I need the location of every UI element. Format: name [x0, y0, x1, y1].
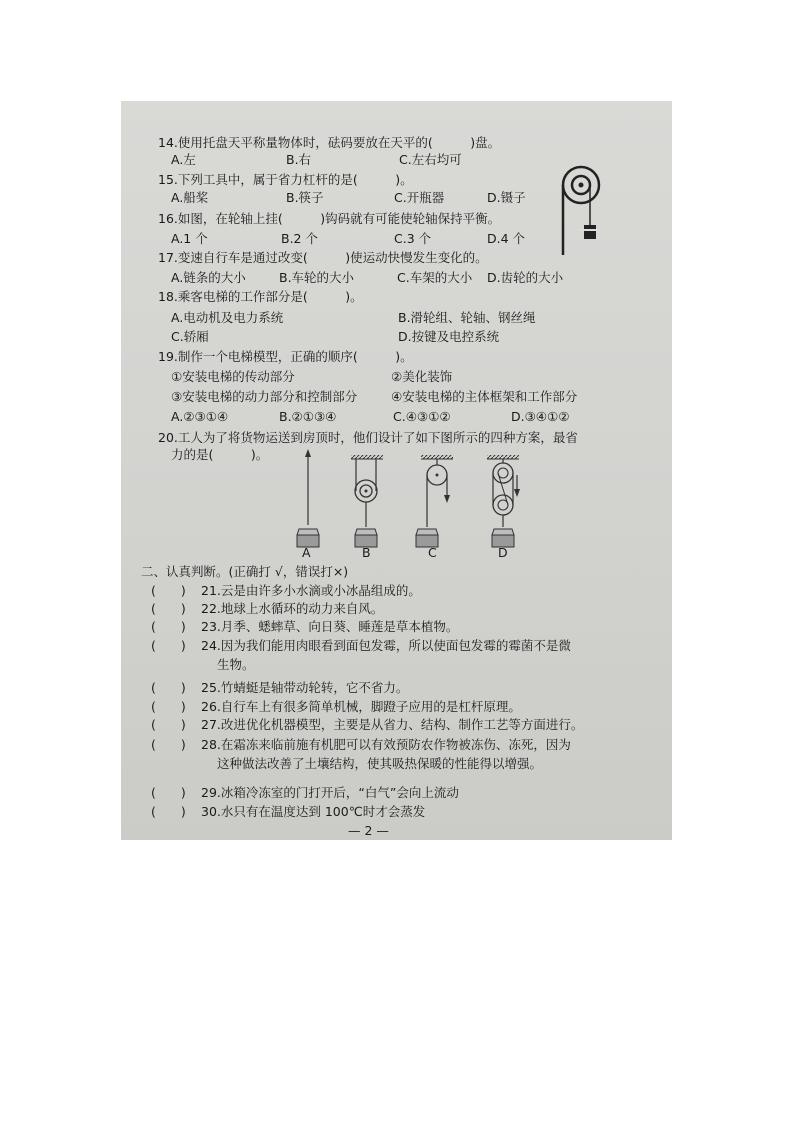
q16-option-b: B.2 个: [281, 231, 318, 246]
q18-option-c: C.轿厢: [171, 329, 209, 344]
q24-statement-line1: 24.因为我们能用肉眼看到面包发霉，所以使面包发霉的霉菌不是微: [201, 638, 571, 653]
q24-answer-paren: ( ): [151, 638, 186, 653]
q16-option-d: D.4 个: [487, 231, 526, 246]
q24-statement-line2: 生物。: [217, 657, 255, 672]
q19-option-a: A.②③①④: [171, 409, 229, 424]
q21-statement: 21.云是由许多小水滴或小冰晶组成的。: [201, 583, 421, 598]
q25-statement: 25.竹蜻蜓是轴带动轮转，它不省力。: [201, 680, 409, 695]
q18-option-a: A.电动机及电力系统: [171, 310, 284, 325]
section-2-title: 二、认真判断。(正确打 √，错误打×): [141, 564, 349, 579]
q17-option-c: C.车架的大小: [397, 270, 473, 285]
q15-option-b: B.筷子: [286, 190, 324, 205]
q26-answer-paren: ( ): [151, 699, 186, 714]
q15-option-a: A.船桨: [171, 190, 209, 205]
q18-option-d: D.按键及电控系统: [398, 329, 500, 344]
q16-option-a: A.1 个: [171, 231, 208, 246]
q29-statement: 29.冰箱冷冻室的门打开后，“白气”会向上流动: [201, 785, 459, 800]
q15-option-c: C.开瓶器: [394, 190, 445, 205]
q22-statement: 22.地球上水循环的动力来自风。: [201, 601, 384, 616]
q18-option-b: B.滑轮组、轮轴、钢丝绳: [398, 310, 536, 325]
pulley-option-c-diagram: [416, 455, 453, 547]
pulley-label-d: D: [498, 545, 508, 560]
wheel-axle-figure: [553, 163, 609, 263]
q20-stem-line1: 20.工人为了将货物运送到房顶时，他们设计了如下图所示的四种方案，最省: [158, 430, 578, 445]
q19-step-4: ④安装电梯的主体框架和工作部分: [391, 389, 578, 404]
q21-answer-paren: ( ): [151, 583, 186, 598]
q17-stem: 17.变速自行车是通过改变( )使运动快慢发生变化的。: [158, 250, 488, 265]
q20-stem-line2: 力的是( )。: [171, 447, 269, 462]
q30-answer-paren: ( ): [151, 804, 186, 819]
pulley-option-a-diagram: [297, 449, 319, 547]
q19-stem: 19.制作一个电梯模型，正确的顺序( )。: [158, 349, 413, 364]
pulley-options-figure: [293, 445, 543, 561]
pulley-label-c: C: [428, 545, 437, 560]
q15-stem: 15.下列工具中，属于省力杠杆的是( )。: [158, 172, 413, 187]
q19-step-2: ②美化装饰: [391, 369, 453, 384]
q23-answer-paren: ( ): [151, 619, 186, 634]
q17-option-b: B.车轮的大小: [279, 270, 355, 285]
q19-option-d: D.③④①②: [511, 409, 570, 424]
q14-option-a: A.左: [171, 152, 196, 167]
q29-answer-paren: ( ): [151, 785, 186, 800]
q27-answer-paren: ( ): [151, 717, 186, 732]
q28-statement-line2: 这种做法改善了土壤结构，使其吸热保暖的性能得以增强。: [217, 756, 543, 771]
q18-stem: 18.乘客电梯的工作部分是( )。: [158, 289, 363, 304]
q28-statement-line1: 28.在霜冻来临前施有机肥可以有效预防农作物被冻伤、冻死，因为: [201, 737, 571, 752]
q14-option-c: C.左右均可: [399, 152, 462, 167]
q15-option-d: D.镊子: [487, 190, 526, 205]
q19-option-c: C.④③①②: [393, 409, 451, 424]
q26-statement: 26.自行车上有很多简单机械，脚蹬子应用的是杠杆原理。: [201, 699, 521, 714]
q16-option-c: C.3 个: [394, 231, 432, 246]
q17-option-a: A.链条的大小: [171, 270, 246, 285]
q27-statement: 27.改进优化机器模型，主要是从省力、结构、制作工艺等方面进行。: [201, 717, 584, 732]
q14-option-b: B.右: [286, 152, 312, 167]
exam-sheet: [121, 101, 672, 840]
q25-answer-paren: ( ): [151, 680, 186, 695]
q30-statement: 30.水只有在温度达到 100℃时才会蒸发: [201, 804, 426, 819]
q28-answer-paren: ( ): [151, 737, 186, 752]
pulley-label-b: B: [362, 545, 371, 560]
q19-option-b: B.②①③④: [279, 409, 337, 424]
pulley-option-d-diagram: [487, 455, 520, 547]
pulley-label-a: A: [302, 545, 311, 560]
q14-stem: 14.使用托盘天平称量物体时，砝码要放在天平的( )盘。: [158, 135, 501, 150]
q17-option-d: D.齿轮的大小: [487, 270, 564, 285]
q19-step-1: ①安装电梯的传动部分: [171, 369, 295, 384]
pulley-option-b-diagram: [351, 455, 383, 547]
q22-answer-paren: ( ): [151, 601, 186, 616]
page-number: — 2 —: [348, 823, 389, 838]
q19-step-3: ③安装电梯的动力部分和控制部分: [171, 389, 358, 404]
q23-statement: 23.月季、蟋蟀草、向日葵、睡莲是草本植物。: [201, 619, 459, 634]
q16-stem: 16.如图，在轮轴上挂( )钩码就有可能使轮轴保持平衡。: [158, 211, 501, 226]
